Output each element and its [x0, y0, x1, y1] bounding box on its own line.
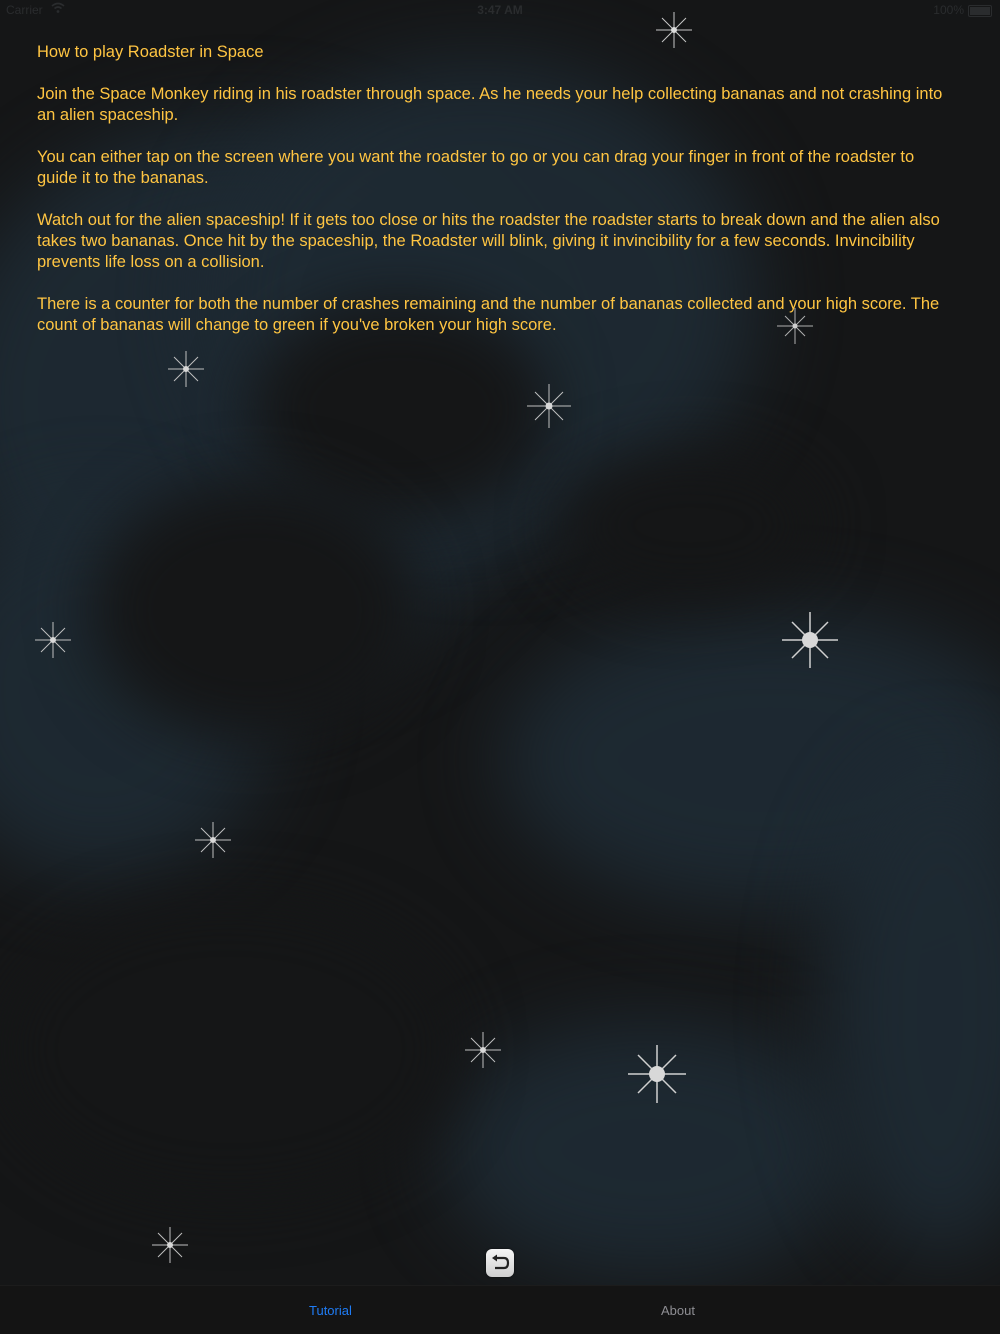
star-icon: [780, 610, 840, 670]
star-icon: [150, 1225, 190, 1265]
tutorial-paragraph: Watch out for the alien spaceship! If it gets too close or hits the roadster the roadster starts to break down and the alien also takes two bananas. Once hit by the spaceship, the Roadster will blink, giving it invincibility for a few seconds. Invincibility prevents life loss on a collision.: [37, 211, 940, 271]
battery-percentage: 100%: [933, 3, 964, 17]
tutorial-title: How to play Roadster in Space: [37, 43, 264, 61]
battery-icon: [968, 5, 992, 17]
tab-tutorial[interactable]: Tutorial: [309, 1303, 352, 1318]
star-icon: [166, 349, 206, 389]
star-icon: [654, 10, 694, 50]
back-button[interactable]: [486, 1249, 514, 1277]
tab-bar: [0, 1285, 1000, 1334]
nebula-void: [560, 450, 820, 600]
nebula-void: [0, 900, 460, 1200]
star-icon: [463, 1030, 503, 1070]
undo-arrow-icon: [490, 1254, 510, 1272]
status-bar: [0, 0, 1000, 22]
carrier-label: Carrier: [6, 3, 43, 17]
nebula-void: [90, 480, 420, 740]
star-icon: [525, 382, 573, 430]
star-icon: [33, 620, 73, 660]
status-time: 3:47 AM: [477, 3, 523, 17]
tutorial-paragraph: You can either tap on the screen where you want the roadster to go or you can drag your finger in front of the roadster to guide it to the bananas.: [37, 148, 915, 187]
star-icon: [626, 1043, 688, 1105]
tutorial-paragraph: There is a counter for both the number of crashes remaining and the number of bananas collected and your high score. The count of bananas will change to green if you've broken your high score.: [37, 295, 940, 334]
tab-about[interactable]: About: [661, 1303, 695, 1318]
tutorial-text: [37, 42, 957, 357]
star-icon: [193, 820, 233, 860]
tutorial-paragraph: Join the Space Monkey riding in his roadster through space. As he needs your help collecting bananas and not crashing into an alien spaceship.: [37, 85, 943, 124]
star-icon: [775, 306, 815, 346]
